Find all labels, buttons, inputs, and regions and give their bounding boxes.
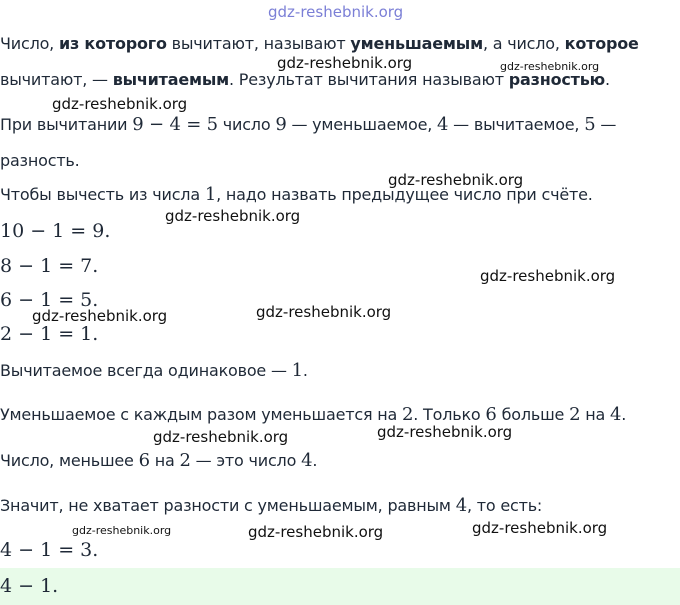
equation-2: 8 − 1 = 7. <box>0 255 99 277</box>
watermark-top: gdz-reshebnik.org <box>268 3 404 21</box>
final-equation: 4 − 1 = 3. <box>0 539 99 561</box>
answer: 4 − 1. <box>0 575 59 597</box>
term-from-which: из которого <box>58 34 167 53</box>
watermark: gdz-reshebnik.org <box>277 54 413 72</box>
equation-3: 6 − 1 = 5. <box>0 289 99 311</box>
observation-3: Число, меньшее 6 на 2 — это число 4. <box>0 450 318 471</box>
term-difference: разностью <box>508 70 606 89</box>
observation-1: Вычитаемое всегда одинаковое — 1. <box>0 360 308 381</box>
rule-line: Чтобы вычесть из числа 1, надо назвать предыдущее число при счёте. <box>0 184 593 205</box>
term-which: которое <box>564 34 639 53</box>
observation-2: Уменьшаемое с каждым разом уменьшается на 2. Только 6 больше 2 на 4. <box>0 404 627 425</box>
watermark: gdz-reshebnik.org <box>377 423 513 441</box>
term-subtrahend: вычитаемым <box>112 70 230 89</box>
equation-1: 10 − 1 = 9. <box>0 220 111 242</box>
watermark: gdz-reshebnik.org <box>256 303 392 321</box>
equation-4: 2 − 1 = 1. <box>0 323 99 345</box>
watermark: gdz-reshebnik.org <box>500 60 600 73</box>
watermark: gdz-reshebnik.org <box>388 171 524 189</box>
example-line-1: При вычитании 9 − 4 = 5 число 9 — уменьшаемое, 4 — вычитаемое, 5 — <box>0 114 617 135</box>
watermark: gdz-reshebnik.org <box>165 207 301 225</box>
conclusion: Значит, не хватает разности с уменьшаемым, равным 4, то есть: <box>0 495 543 516</box>
watermark: gdz-reshebnik.org <box>72 524 172 537</box>
example-expression: 9 − 4 = 5 <box>132 114 218 135</box>
watermark: gdz-reshebnik.org <box>52 95 188 113</box>
answer-box <box>0 568 680 605</box>
watermark: gdz-reshebnik.org <box>153 428 289 446</box>
definition-line-2: вычитают, — вычитаемым. Результат вычитания называют разностью. <box>0 70 610 89</box>
term-minuend: уменьшаемым <box>350 34 483 53</box>
example-line-2: разность. <box>0 151 80 170</box>
watermark: gdz-reshebnik.org <box>472 519 608 537</box>
watermark: gdz-reshebnik.org <box>480 267 616 285</box>
definition-line-1: Число, из которого вычитают, называют уменьшаемым, а число, которое <box>0 34 639 53</box>
watermark: gdz-reshebnik.org <box>248 523 384 541</box>
watermark: gdz-reshebnik.org <box>32 307 168 325</box>
